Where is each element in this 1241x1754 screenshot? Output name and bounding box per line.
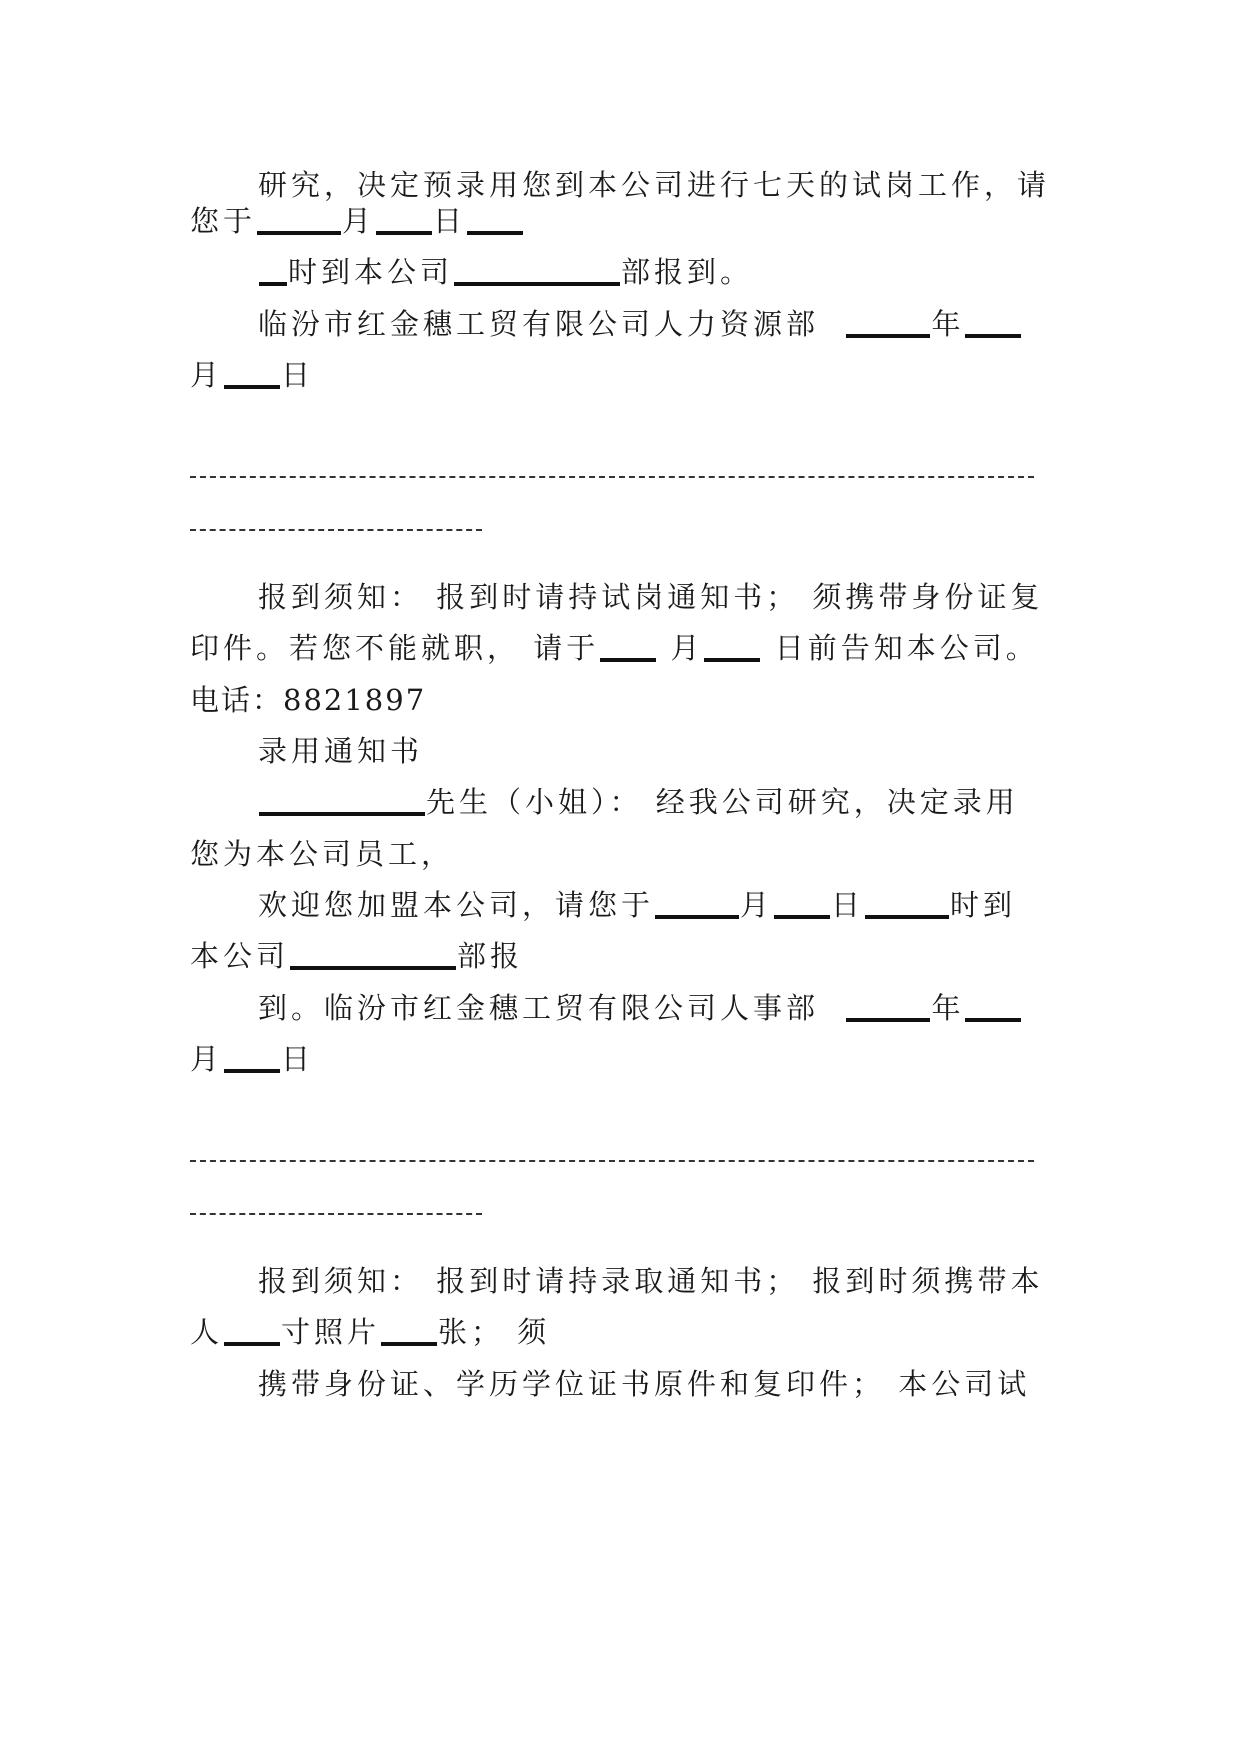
fill-in-blank[interactable] [655, 915, 739, 919]
text: 日 [433, 204, 467, 238]
text-line [258, 731, 1128, 771]
text: 月 [740, 888, 774, 922]
fill-in-blank[interactable] [865, 915, 949, 919]
text: 欢迎您加盟本公司，请您于 [258, 888, 655, 922]
text: 携带身份证、学历学位证书原件和复印件； 本公司试 [258, 1367, 1031, 1401]
text: 临汾市红金穗工贸有限公司人力资源部 [258, 307, 820, 341]
text: 寸照片 [281, 1315, 381, 1349]
dashed-divider [190, 1160, 1034, 1162]
fill-in-blank[interactable] [965, 1018, 1021, 1022]
fill-in-blank[interactable] [259, 282, 287, 286]
text-line [190, 680, 1060, 720]
text-line [190, 1039, 1060, 1079]
text: 部报 [457, 939, 524, 973]
fill-in-blank[interactable] [965, 334, 1021, 338]
text-line [258, 1364, 1128, 1404]
fill-in-blank[interactable] [704, 658, 760, 662]
dashed-divider [190, 1213, 482, 1215]
text: 日前告知本公司。 [774, 631, 1039, 665]
text-line [258, 252, 1128, 292]
phone-text: 电话：8821897 [190, 683, 427, 717]
dashed-divider [190, 529, 482, 531]
fill-in-blank[interactable] [224, 1342, 280, 1346]
text: 月 [190, 358, 224, 392]
text-line [258, 577, 1128, 617]
fill-in-blank[interactable] [224, 385, 280, 389]
fill-in-blank[interactable] [846, 1018, 930, 1022]
fill-in-blank[interactable] [257, 231, 341, 235]
text: 日 [281, 358, 315, 392]
text: 人 [190, 1315, 224, 1349]
text: 时到本公司 [288, 255, 454, 289]
text: 月 [670, 631, 704, 665]
text-line [258, 1261, 1128, 1301]
text: 张； 须 [438, 1315, 551, 1349]
text-line [258, 885, 1128, 925]
fill-in-blank[interactable] [224, 1069, 280, 1073]
fill-in-blank[interactable] [454, 282, 620, 286]
text-line [258, 165, 1128, 205]
text: 您为本公司员工， [190, 837, 455, 871]
fill-in-blank[interactable] [381, 1342, 437, 1346]
text: 研究，决定预录用您到本公司进行七天的试岗工作，请 [258, 168, 1051, 202]
text: 先生（小姐）： 经我公司研究，决定录用 [426, 785, 1019, 819]
text: 年 [931, 991, 965, 1025]
text: 到。临汾市红金穗工贸有限公司人事部 [258, 991, 820, 1025]
text-line [190, 834, 1060, 874]
text-line [190, 628, 1060, 668]
fill-in-blank[interactable] [467, 231, 523, 235]
text: 本公司 [190, 939, 290, 973]
text: 印件。若您不能就职， 请于 [190, 631, 600, 665]
fill-in-blank[interactable] [774, 915, 830, 919]
text: 报到须知： 报到时请持录取通知书； 报到时须携带本 [258, 1264, 1044, 1298]
fill-in-blank[interactable] [846, 334, 930, 338]
fill-in-blank[interactable] [376, 231, 432, 235]
fill-in-blank[interactable] [290, 966, 456, 970]
text-line [190, 936, 1060, 976]
text: 报到须知： 报到时请持试岗通知书； 须携带身份证复 [258, 580, 1044, 614]
fill-in-blank[interactable] [600, 658, 656, 662]
text: 年 [931, 307, 965, 341]
text-line [190, 355, 1060, 395]
text-line [258, 988, 1128, 1028]
text: 日 [281, 1042, 315, 1076]
text-line [258, 304, 1128, 344]
text: 您于 [190, 204, 257, 238]
dashed-divider [190, 476, 1034, 478]
fill-in-blank[interactable] [259, 812, 425, 816]
text: 月 [190, 1042, 224, 1076]
text: 部报到。 [621, 255, 754, 289]
text-line [190, 201, 1060, 241]
text: 月 [342, 204, 376, 238]
text: 时到 [950, 888, 1017, 922]
section-title: 录用通知书 [258, 734, 424, 768]
text: 日 [831, 888, 865, 922]
text-line [190, 1312, 1060, 1352]
text-line [258, 782, 1128, 822]
